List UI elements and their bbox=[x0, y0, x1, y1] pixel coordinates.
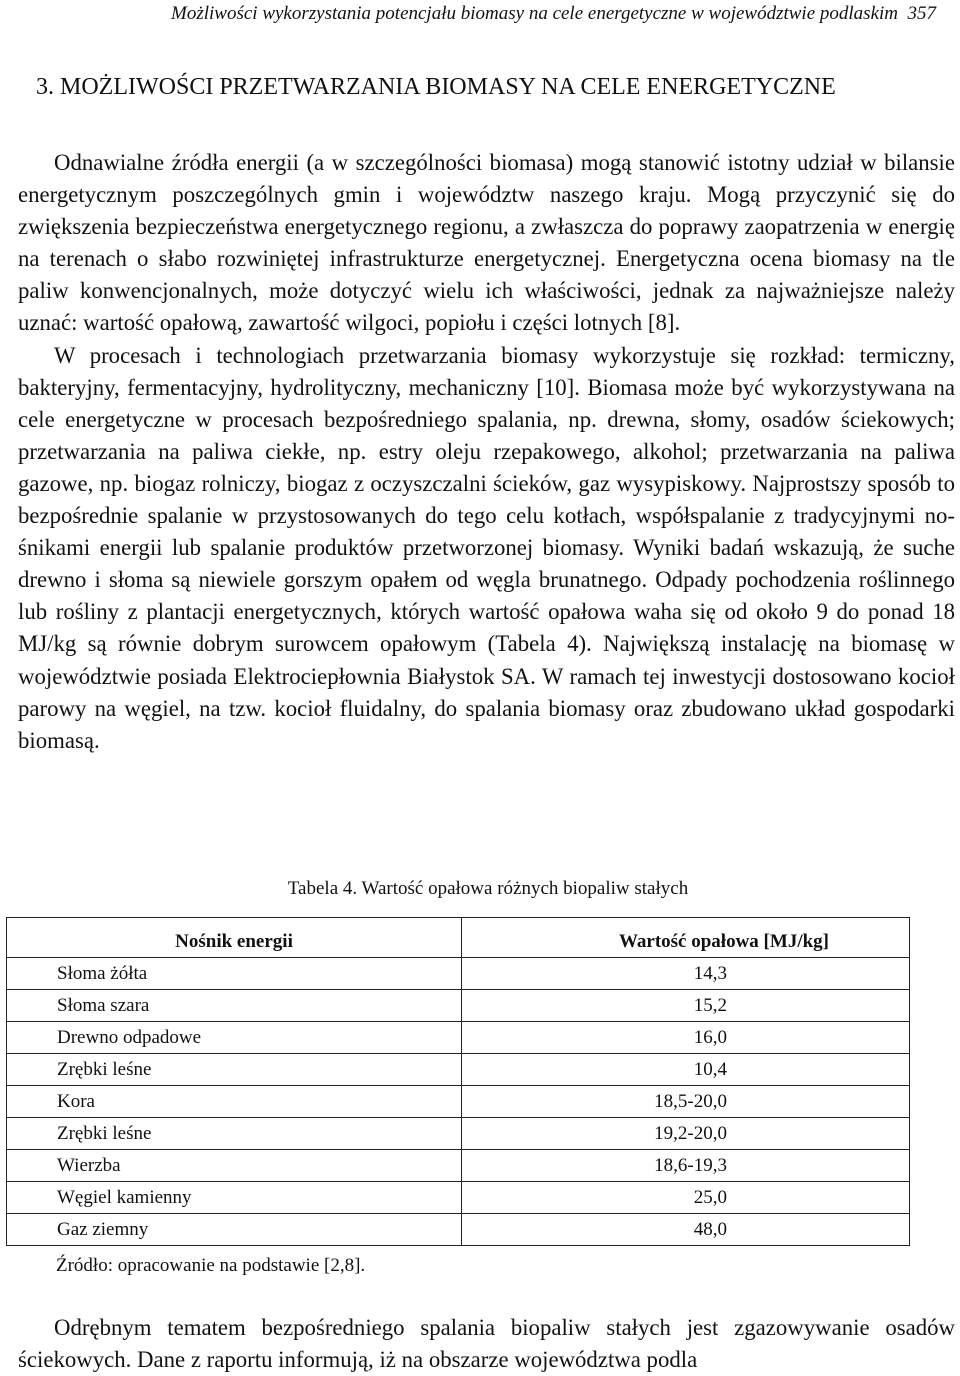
column-header-energy-carrier: Nośnik energii bbox=[7, 918, 462, 958]
cell-energy-carrier: Zrębki leśne bbox=[7, 1118, 462, 1150]
cell-calorific-value: 18,5-20,0 bbox=[462, 1086, 910, 1118]
cell-energy-carrier: Węgiel kamienny bbox=[7, 1182, 462, 1214]
cell-energy-carrier: Zrębki leśne bbox=[7, 1054, 462, 1086]
table-source-note: Źródło: opracowanie na podstawie [2,8]. bbox=[56, 1255, 366, 1276]
cell-calorific-value: 19,2-20,0 bbox=[462, 1118, 910, 1150]
column-header-calorific-value: Wartość opałowa [MJ/kg] bbox=[462, 918, 910, 958]
section-title: 3. MOŻLIWOŚCI PRZETWARZANIA BIOMASY NA CELE ENERGETYCZNE bbox=[36, 74, 836, 100]
table-row bbox=[7, 990, 910, 1022]
table-row bbox=[7, 1022, 910, 1054]
fuel-value-table bbox=[6, 917, 910, 1246]
cell-calorific-value: 14,3 bbox=[462, 958, 910, 990]
table-row bbox=[7, 1150, 910, 1182]
paragraph: Odrębnym tematem bezpośredniego spalania biopaliw stałych jest zgazowywanie osadów ściekowych. Dane z raportu informują, iż na obszarze województwa podla bbox=[18, 1315, 955, 1373]
table-row bbox=[7, 1118, 910, 1150]
cell-calorific-value: 16,0 bbox=[462, 1022, 910, 1054]
table-caption: Tabela 4. Wartość opałowa różnych biopaliw stałych bbox=[287, 878, 689, 899]
cell-calorific-value: 10,4 bbox=[462, 1054, 910, 1086]
paragraph: W procesach i technologiach przetwarzania biomasy wykorzystuje się rozkład: termiczny, bakteryjny, fermentacyjny, hydrolityczny, mechaniczny [10]. Biomasa może być wykorzystywana na cele energetyczne w procesach bezpośredniego spalania, np. drewna, słomy, osadów ściekowych; przetwarzania na paliwa ciekłe, np. estry oleju rzepakowego, alkohol; przetwarzania na paliwa gazowe, np. biogaz rolniczy, biogaz z oczyszczalni ścieków, gaz wysypiskowy. Najprostszy sposób to bezpośrednie spalanie w przystosowanych do tego celu kotłach, współspalanie z tradycyjnymi nośnikami energii lub spalanie produktów przetworzonej biomasy. Wyniki badań wskazują, że suche drewno i słoma są niewiele gorszym opałem od węgla brunatnego. Odpady pochodzenia roślinnego lub rośliny z plantacji energetycznych, których wartość opałowa waha się od około 9 do ponad 18 MJ/kg są równie dobrym surowcem opałowym (Tabela 4). Największą instalację na biomasę w województwie posiada Elektrociepłownia Białystok SA. W ramach tej inwestycji dostosowano kocioł parowy na węgiel, na tzw. kocioł fluidalny, do spalania biomasy oraz zbudowano układ gospodarki biomasą. bbox=[18, 342, 955, 753]
running-title: Możliwości wykorzystania potencjału biomasy na cele energetyczne w województwie podlaskim bbox=[171, 3, 898, 24]
paragraph: Odnawialne źródła energii (a w szczególności biomasa) mogą stanowić istotny udział w bilansie energetycznym poszczególnych gmin i województw naszego kraju. Mogą przyczynić się do zwiększenia bezpieczeństwa energetycznego regionu, a zwłaszcza do poprawy zaopatrzenia w energię na terenach o słabo rozwiniętej infrastrukturze energetycznej. Energetyczna ocena biomasy na tle paliw konwencjonalnych, może dotyczyć wielu ich właściwości, jednak za najważniejsze należy uznać: wartość opałową, zawartość wilgoci, popiołu i części lotnych [8]. bbox=[18, 150, 955, 336]
table-row bbox=[7, 1182, 910, 1214]
table-row bbox=[7, 1054, 910, 1086]
cell-calorific-value: 15,2 bbox=[462, 990, 910, 1022]
cell-calorific-value: 48,0 bbox=[462, 1214, 910, 1246]
running-header bbox=[0, 2, 936, 26]
cell-calorific-value: 18,6-19,3 bbox=[462, 1150, 910, 1182]
cell-energy-carrier: Słoma żółta bbox=[7, 958, 462, 990]
table-row bbox=[7, 1214, 910, 1246]
cell-energy-carrier: Słoma szara bbox=[7, 990, 462, 1022]
page-number: 357 bbox=[907, 3, 936, 24]
body-text bbox=[18, 147, 955, 757]
cell-energy-carrier: Drewno odpadowe bbox=[7, 1022, 462, 1054]
table-header-row bbox=[7, 918, 910, 958]
continuation-text bbox=[18, 1312, 955, 1376]
cell-calorific-value: 25,0 bbox=[462, 1182, 910, 1214]
table-row bbox=[7, 1086, 910, 1118]
table-row bbox=[7, 958, 910, 990]
cell-energy-carrier: Gaz ziemny bbox=[7, 1214, 462, 1246]
cell-energy-carrier: Wierzba bbox=[7, 1150, 462, 1182]
cell-energy-carrier: Kora bbox=[7, 1086, 462, 1118]
